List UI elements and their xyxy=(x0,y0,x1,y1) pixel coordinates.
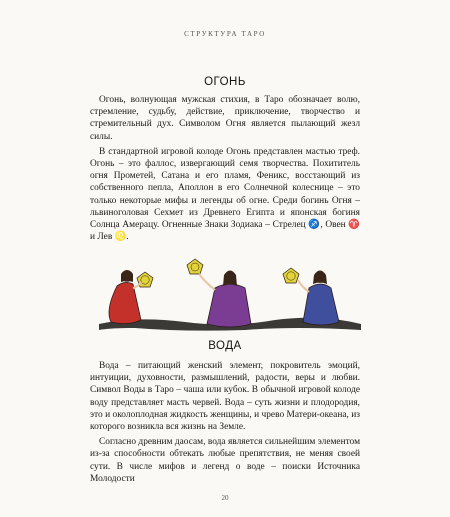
section-heading-fire: ОГОНЬ xyxy=(204,76,246,88)
three-women-pentacles-illustration xyxy=(95,250,365,332)
fire-paragraph: Огонь, волнующая мужская стихия, в Таро обозначает волю, стремление, судьбу, действие, приключение, творчество и стремительный дух. Символом Огня является пылающий жезл силы. xyxy=(90,95,360,142)
section-heading-water: ВОДА xyxy=(208,340,242,352)
water-paragraph: Вода – питающий женский элемент, покровитель эмоций, интуиции, духовности, размышлений, радости, веры и любви. Символ Воды в Таро – чаша или кубок. В обычной игровой колоде воду представляет масть червей. Вода – суть жизни и плодородия, это и околоплодная жидкость женщины, и чрево Матери-океана, из которого возникла вся жизнь на Земле. xyxy=(90,361,360,433)
fire-section-text xyxy=(90,94,360,243)
figure-center xyxy=(187,259,251,327)
figure-right xyxy=(283,268,339,325)
running-head: СТРУКТУРА ТАРО xyxy=(184,30,266,38)
figure-left xyxy=(109,270,153,324)
page-number: 20 xyxy=(221,494,229,502)
water-paragraph: Согласно древним даосам, вода является сильнейшим элементом из-за способности обтекать любые препятствия, не меняя своей сути. В числе мифов и легенд о воде – поиски Источника Молодости xyxy=(90,437,360,484)
water-section-text xyxy=(90,360,360,485)
fire-paragraph: В стандартной игровой колоде Огонь представлен мастью треф. Огонь – это фаллос, извергающий семя творчества. Похититель огня Прометей, Сатана и его пламя, Феникс, восстающий из собственного пепла, Аполлон в его Солнечной колеснице – это только некоторые мифы и легенды об огне. Среди богинь Огня – львиноголовая Сехмет из Древнего Египта и японская богиня Солнца Амерацу. Огненные Знаки Зодиака – Стрелец ♐, Овен ♈ и Лев ♌. xyxy=(90,146,360,243)
